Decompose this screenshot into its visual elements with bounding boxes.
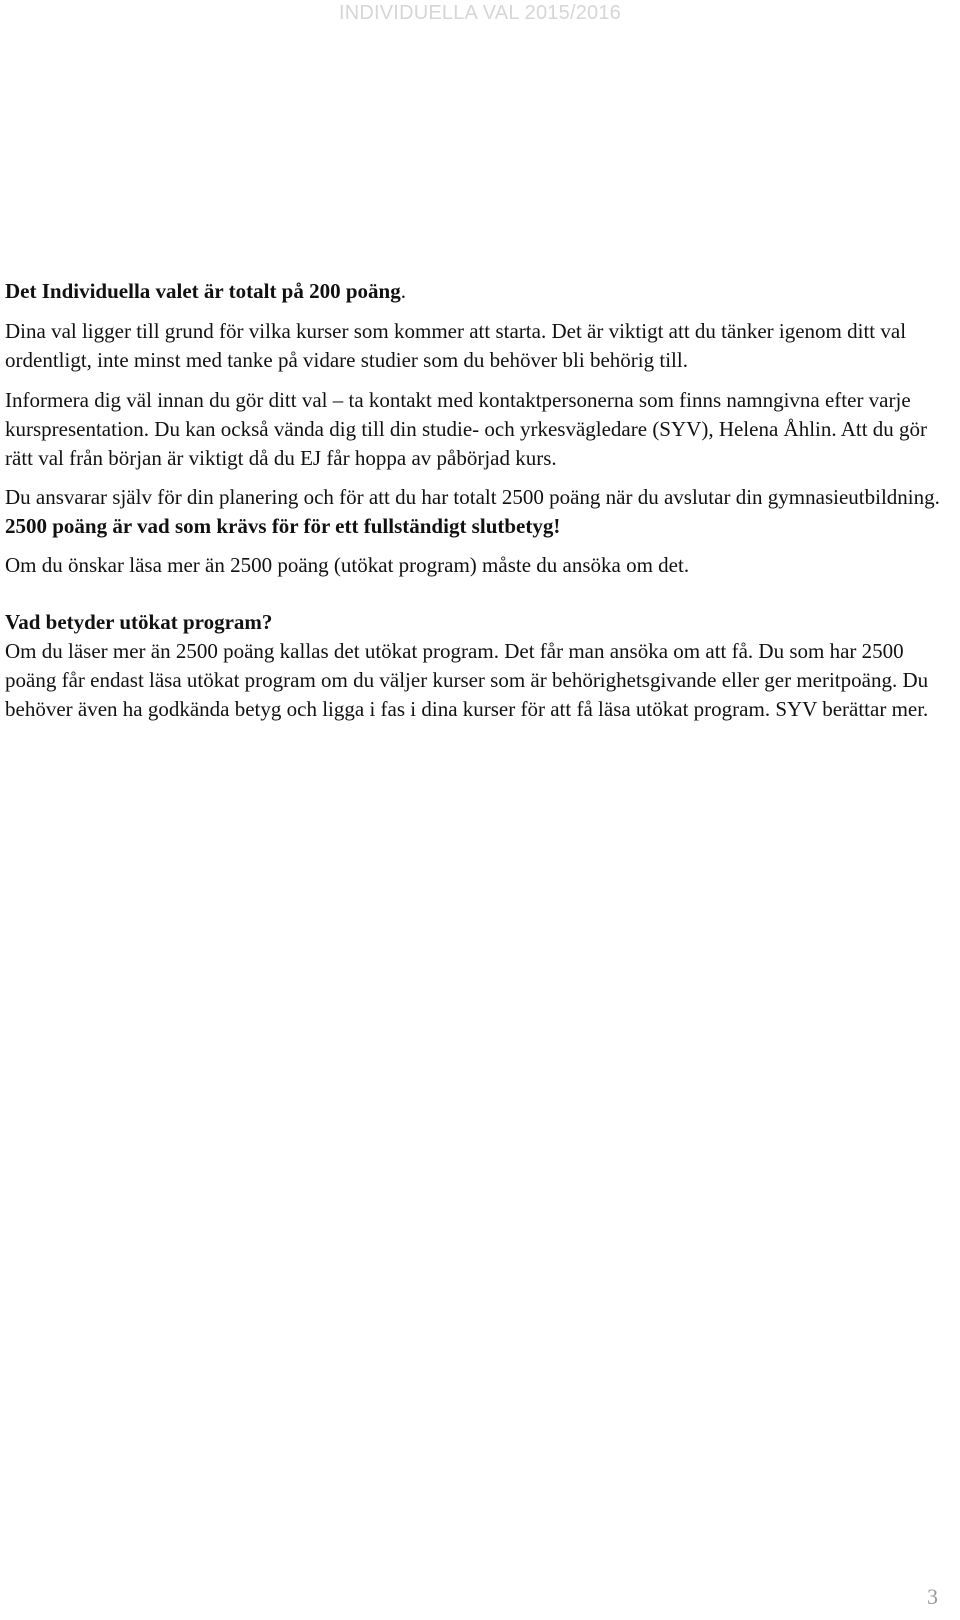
- intro-heading-text: Det Individuella valet är totalt på 200 poäng: [5, 279, 401, 303]
- paragraph-planning-text: Du ansvarar själv för din planering och för att du har totalt 2500 poäng när du avslutar din gymnasieutbildning.: [5, 485, 940, 509]
- paragraph-contact-info: Informera dig väl innan du gör ditt val – ta kontakt med kontaktpersonerna som finns namngivna efter varje kurspresentation. Du kan också vända dig till din studie- och yrkesvägledare (SYV), Helena Åhlin. Att du gör rätt val från början är viktigt då du EJ får hoppa av påbörjad kurs.: [5, 388, 928, 470]
- paragraph-extended-program-details: Om du läser mer än 2500 poäng kallas det utökat program. Det får man ansöka om att få. Du som har 2500 poäng får endast läsa utökat program om du väljer kurser som är behörighetsgivande eller ger meritpoäng. Du behöver även ha godkända betyg och ligga i fas i dina kurser för att få läsa utökat program. SYV berättar mer.: [5, 639, 929, 721]
- paragraph-planning: [5, 483, 955, 541]
- intro-heading: [5, 277, 955, 306]
- running-header: INDIVIDUELLA VAL 2015/2016: [338, 2, 622, 24]
- section-heading-extended-program: Vad betyder utökat program?: [5, 610, 273, 634]
- paragraph-planning-emphasis: 2500 poäng är vad som krävs för för ett fullständigt slutbetyg!: [5, 514, 561, 538]
- paragraph-extended-program: Om du önskar läsa mer än 2500 poäng (utökat program) måste du ansöka om det.: [5, 553, 690, 577]
- paragraph-course-choice: Dina val ligger till grund för vilka kurser som kommer att starta. Det är viktigt att du tänker igenom ditt val ordentligt, inte minst med tanke på vidare studier som du behöver bli behörig till.: [5, 319, 907, 372]
- document-body: [5, 277, 955, 724]
- page-number: 3: [927, 1584, 938, 1609]
- intro-heading-period: .: [400, 279, 406, 303]
